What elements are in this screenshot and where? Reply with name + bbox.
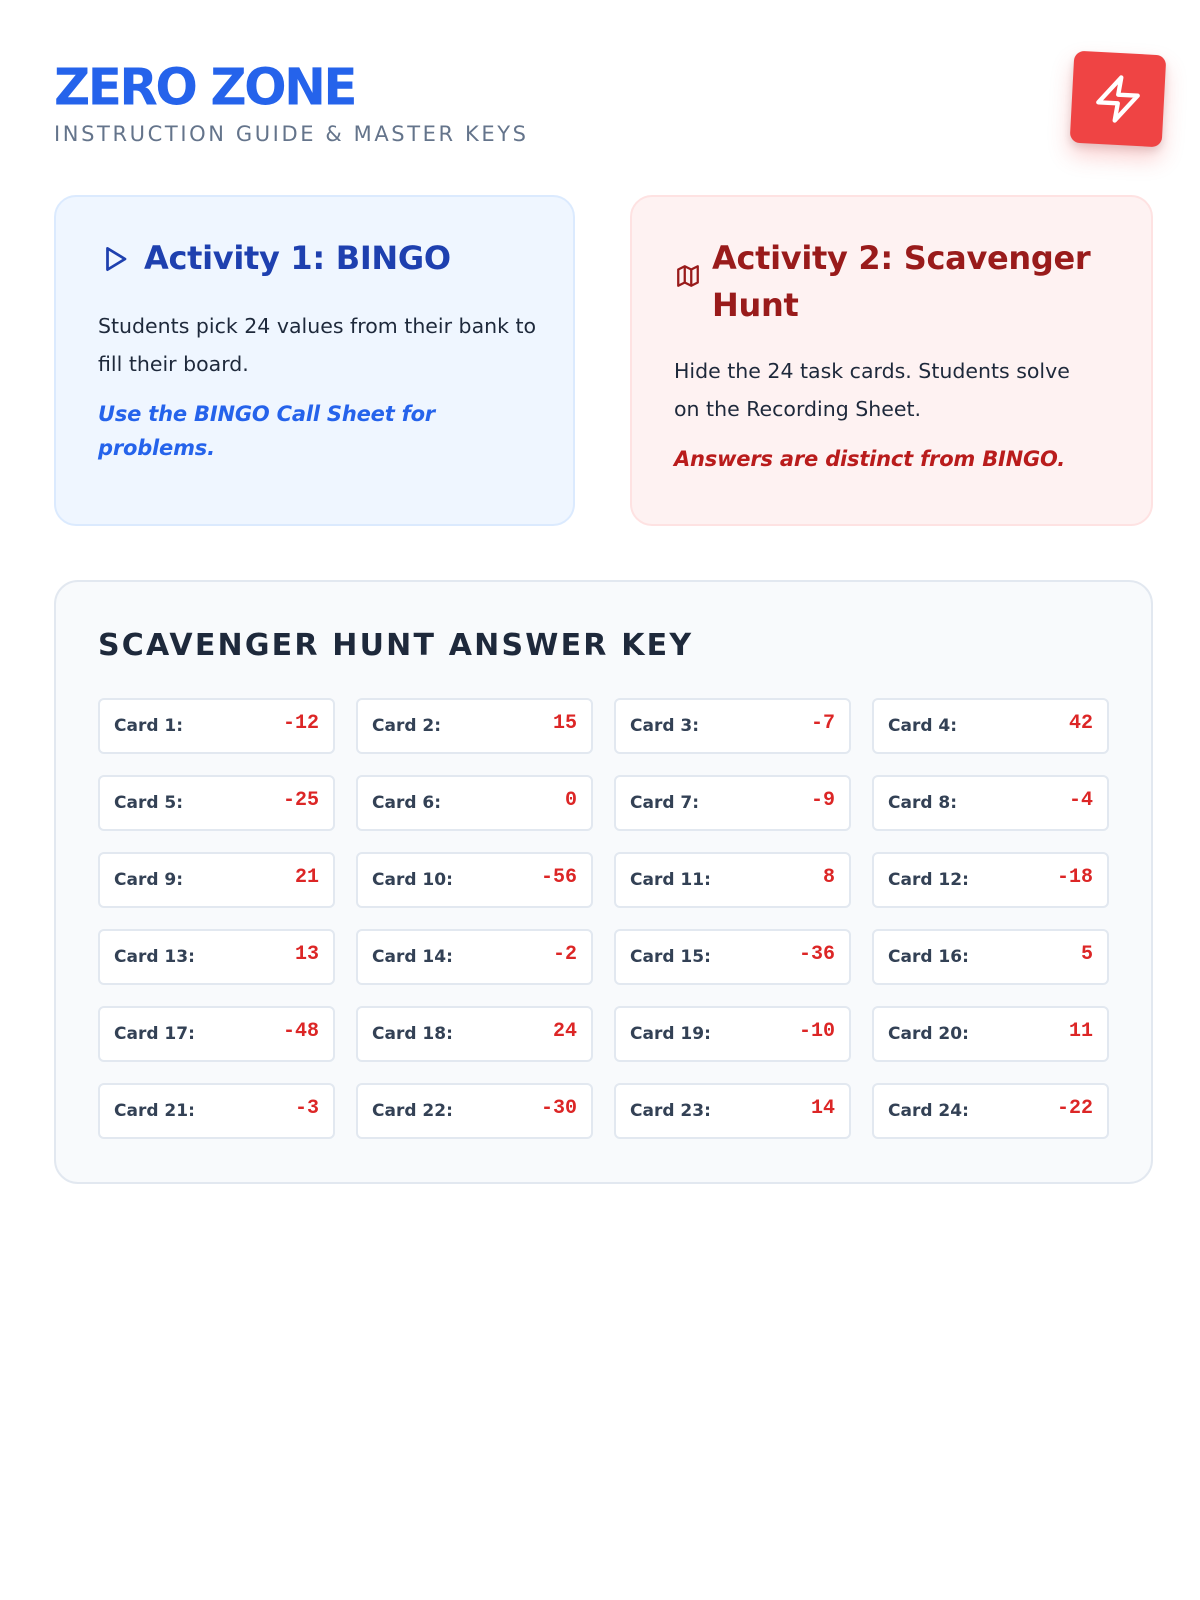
- answer-key-cell: [98, 852, 335, 908]
- card-label: Card 17:: [114, 1024, 195, 1044]
- answer-key-cell: [614, 929, 851, 985]
- answer-key-cell: [614, 698, 851, 754]
- play-icon: [98, 242, 132, 276]
- card-label: Card 13:: [114, 947, 195, 967]
- card-label: Card 24:: [888, 1101, 969, 1121]
- answer-key-cell: [872, 1006, 1109, 1062]
- map-icon: [674, 259, 702, 293]
- answer-key-cell: [614, 852, 851, 908]
- card-answer: 11: [1068, 1019, 1093, 1043]
- card-answer: 14: [810, 1096, 835, 1120]
- answer-key-cell: [872, 698, 1109, 754]
- activity-card-bingo: [54, 195, 575, 526]
- answer-key-cell: [872, 929, 1109, 985]
- card-label: Card 1:: [114, 716, 184, 736]
- card-label: Card 19:: [630, 1024, 711, 1044]
- card-answer: -56: [540, 865, 577, 889]
- activity-description: Hide the 24 task cards. Students solve on the Recording Sheet.: [674, 359, 1070, 421]
- card-answer: 13: [294, 942, 319, 966]
- answer-key-cell: [872, 852, 1109, 908]
- answer-key-cell: [98, 1083, 335, 1139]
- card-answer: -36: [798, 942, 835, 966]
- card-label: Card 3:: [630, 716, 700, 736]
- card-answer: -48: [282, 1019, 319, 1043]
- card-label: Card 14:: [372, 947, 453, 967]
- answer-key-cell: [98, 929, 335, 985]
- answer-key-cell: [872, 1083, 1109, 1139]
- activity-title: Activity 2: Scavenger Hunt: [712, 239, 1091, 324]
- answer-key-grid: [98, 698, 1111, 1139]
- card-label: Card 18:: [372, 1024, 453, 1044]
- activity-title: Activity 1: BINGO: [144, 239, 451, 277]
- answer-key-cell: [356, 775, 593, 831]
- card-label: Card 9:: [114, 870, 184, 890]
- card-answer: -10: [798, 1019, 835, 1043]
- page-subtitle: INSTRUCTION GUIDE & MASTER KEYS: [54, 122, 529, 146]
- activity-heading: [674, 235, 1102, 329]
- lightning-bolt-icon: [1091, 72, 1146, 127]
- card-label: Card 15:: [630, 947, 711, 967]
- answer-key-panel: [54, 580, 1153, 1184]
- card-answer: -7: [810, 711, 835, 735]
- card-label: Card 8:: [888, 793, 958, 813]
- card-answer: 8: [822, 865, 835, 889]
- card-answer: -4: [1068, 788, 1093, 812]
- activity-card-scavenger-hunt: [630, 195, 1153, 526]
- card-answer: -2: [552, 942, 577, 966]
- answer-key-cell: [614, 775, 851, 831]
- card-answer: -22: [1056, 1096, 1093, 1120]
- card-answer: 21: [294, 865, 319, 889]
- answer-key-cell: [356, 929, 593, 985]
- card-label: Card 12:: [888, 870, 969, 890]
- card-label: Card 21:: [114, 1101, 195, 1121]
- card-answer: -25: [282, 788, 319, 812]
- card-answer: -3: [294, 1096, 319, 1120]
- card-label: Card 22:: [372, 1101, 453, 1121]
- card-label: Card 11:: [630, 870, 711, 890]
- answer-key-cell: [356, 1083, 593, 1139]
- answer-key-cell: [614, 1083, 851, 1139]
- answer-key-cell: [98, 698, 335, 754]
- answer-key-cell: [98, 775, 335, 831]
- activity-note: Answers are distinct from BINGO.: [674, 447, 1066, 471]
- card-label: Card 7:: [630, 793, 700, 813]
- page-title: ZERO ZONE: [54, 57, 356, 117]
- card-answer: -18: [1056, 865, 1093, 889]
- card-answer: 15: [552, 711, 577, 735]
- answer-key-cell: [872, 775, 1109, 831]
- answer-key-cell: [356, 698, 593, 754]
- card-label: Card 4:: [888, 716, 958, 736]
- activity-description: Students pick 24 values from their bank to fill their board.: [98, 314, 537, 376]
- card-label: Card 5:: [114, 793, 184, 813]
- answer-key-title: SCAVENGER HUNT ANSWER KEY: [98, 628, 694, 663]
- lightning-badge: [1070, 51, 1167, 148]
- card-label: Card 10:: [372, 870, 453, 890]
- card-answer: 5: [1080, 942, 1093, 966]
- answer-key-cell: [614, 1006, 851, 1062]
- activity-heading: [98, 235, 451, 282]
- card-answer: -30: [540, 1096, 577, 1120]
- card-label: Card 20:: [888, 1024, 969, 1044]
- card-answer: 42: [1068, 711, 1093, 735]
- answer-key-cell: [98, 1006, 335, 1062]
- card-label: Card 16:: [888, 947, 969, 967]
- card-answer: 24: [552, 1019, 577, 1043]
- activity-note: Use the BINGO Call Sheet for problems.: [98, 402, 435, 460]
- card-label: Card 23:: [630, 1101, 711, 1121]
- card-answer: 0: [564, 788, 577, 812]
- card-answer: -12: [282, 711, 319, 735]
- answer-key-cell: [356, 1006, 593, 1062]
- page-header: [54, 58, 1154, 158]
- card-label: Card 2:: [372, 716, 442, 736]
- card-label: Card 6:: [372, 793, 442, 813]
- card-answer: -9: [810, 788, 835, 812]
- answer-key-cell: [356, 852, 593, 908]
